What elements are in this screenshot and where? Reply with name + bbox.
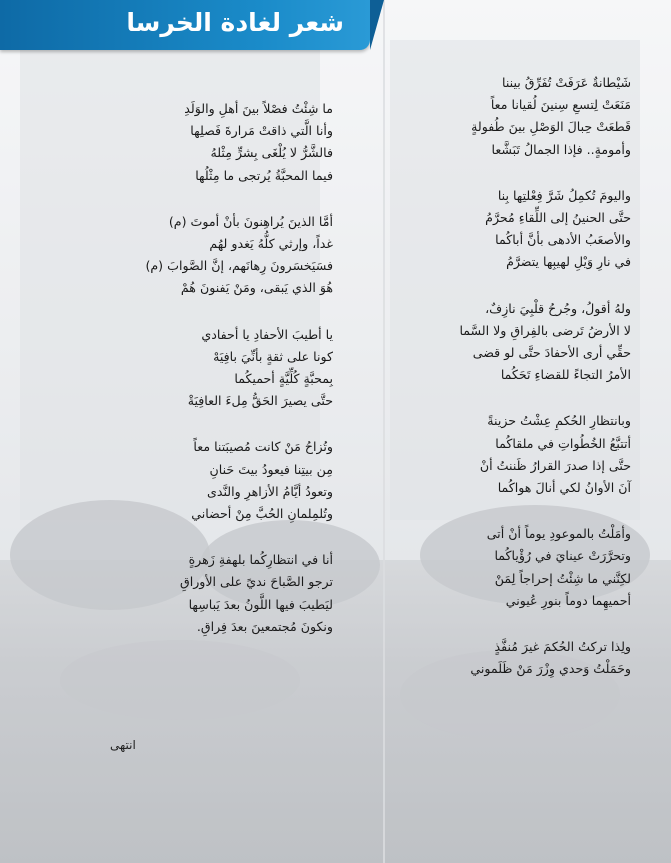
poem-line: ما شِئْتُ فصْلاً بينَ أهلِ والوَلَدِ: [184, 101, 333, 116]
poem-line: وتحرَّرَتْ عينايَ في رُؤْياكُما: [494, 548, 631, 564]
poem-line: فيما المحبَّةُ يُرتجى ما مِثْلُها: [195, 167, 333, 183]
poem-line: أحميهِما دوماً بنورِ عُيوني: [505, 592, 631, 608]
poem-line: الأمرُ التجاءً للقضاءِ تَحَكُما: [500, 367, 631, 383]
poem-line: أتتبَّعُ الخُطُواتِ في ملقاكُما: [495, 435, 631, 451]
poem-line: بِمحبَّةٍ كُلِّيَّةٍ أحميكُما: [234, 371, 333, 387]
poem-line: أمَّا الذينَ يُراهِنونَ بأنْ أموتَ (م): [168, 213, 333, 229]
stanza: [349, 298, 631, 387]
end-mark: انتهى: [110, 738, 136, 752]
poem-line: وتُلمِلمانِ الحُبَّ مِنْ أحضاني: [191, 506, 333, 522]
poem-line: لكِنَّني ما شِئْتُ إحراجاً لِمَنْ: [494, 570, 631, 586]
stanza: [51, 549, 333, 638]
poem-line: وتُزاحُ مَنْ كانت مُصيبَتنا معاً: [193, 439, 333, 455]
stanza: [349, 185, 631, 274]
poem-line: وحَمَلْتُ وَحدي وِزْرَ مَنْ ظَلَموني: [470, 661, 631, 677]
poem-line: ترجو الصَّباحَ نديً على الأوراقِ: [179, 574, 333, 590]
stanza: [349, 72, 631, 161]
poem-line: واليومَ تُكمِلُ شَرَّ فِعْلتِها بِنا: [497, 187, 631, 203]
poem-line: ولِذا تركتُ الحُكمَ غيرَ مُنفَّذٍ: [494, 639, 631, 655]
poem-line: فسَيَخسَرونَ رِهانَهم، إنَّ الصَّوابَ (م): [145, 258, 333, 274]
poem-line: حتَّى الحنينُ إلى اللِّقاءِ مُحرَّمُ: [485, 210, 631, 226]
poem-column-left: [51, 98, 333, 662]
poem-line: وتعودُ أيَّامُ الأزاهرِ والنَّدى: [207, 483, 333, 499]
poem-line: مَنَعَتْ لِتسعِ سِنينَ لُقيانا معاً: [490, 97, 631, 113]
poem-line: وأمَلْتُ بالموعودِ يوماً أنْ أتى: [486, 526, 631, 542]
stanza: [51, 98, 333, 187]
poem-line: أنا في انتظارِكُما بلهفةِ زَهرةٍ: [188, 552, 333, 568]
poem-line: ليَطيبَ فيها اللَّونُ بعدَ يَباسِها: [188, 596, 333, 612]
poem-line: لا الأرضُ تَرضى بالفِراقِ ولا السَّما: [459, 322, 631, 338]
stanza: [51, 211, 333, 300]
poem-line: قَطعَتْ حِبالَ الوَصْلِ بينَ طُفولةٍ: [471, 119, 631, 135]
poem-column-right: [349, 72, 631, 704]
poem-line: شَيْطانةٌ عَرَفَتْ تُفَرِّقُ بيننا: [502, 75, 631, 90]
poem-line: غداً، وإرثي كلُّهُ يَغدو لهُم: [209, 236, 333, 252]
poem-line: مِن بيتِنا فيعودُ بيتَ حَنانِ: [209, 461, 333, 477]
poem-line: يا أطيبَ الأحفادِ يا أحفادي: [201, 326, 333, 342]
poem-line: وأمومةٍ.. فإذا الجمالُ تَبَشَّعا: [491, 141, 631, 157]
poem-line: حتَّى إذا صدرَ القرارُ ظَننتُ أنْ: [479, 457, 631, 473]
poem-line: حتَّى يصيرَ الحَقُّ مِلءَ العافِيَةْ: [187, 393, 333, 409]
page-title: شعر لغادة الخرسا: [126, 8, 344, 37]
poem-line: وبانتظارِ الحُكمِ عِشْتُ حزينةً: [487, 413, 631, 429]
poem-line: حقِّي أرى الأحفادَ حتَّى لو قضى: [472, 345, 631, 361]
stanza: [349, 636, 631, 680]
stanza: [51, 324, 333, 413]
poem-line: فالشَّرُّ لا يُلْغَى بِشرٍّ مِثْلهُ: [210, 145, 333, 161]
stanza: [349, 410, 631, 499]
poem-line: ونكونَ مُجتمعينَ بعدَ فِراقِ.: [196, 618, 333, 634]
title-banner: [0, 0, 370, 50]
poem-line: ولهُ أقولُ، وجُرحُ قلْبِيَ نازِفٌ،: [485, 300, 631, 316]
poem-line: في نارِ وَيْلِ لهيبِها يتضرَّمُ: [506, 254, 631, 270]
poem-line: كونا على ثقةٍ بأنِّيَ بافِيَهْ: [213, 348, 333, 364]
stanza: [349, 523, 631, 612]
poem-line: والأصعَبُ الأدهى بأنَّ أباكُما: [495, 232, 631, 248]
poem-line: آنَ الأوانُ لكي أنالَ هواكُما: [497, 480, 631, 496]
stanza: [51, 436, 333, 525]
poem-line: هُوَ الذي يَبقى، ومَنْ يَفنونَ هُمْ: [180, 280, 333, 296]
poem-line: وأنا الَّتي ذاقتْ مَرارةَ فَصلِها: [190, 123, 333, 139]
